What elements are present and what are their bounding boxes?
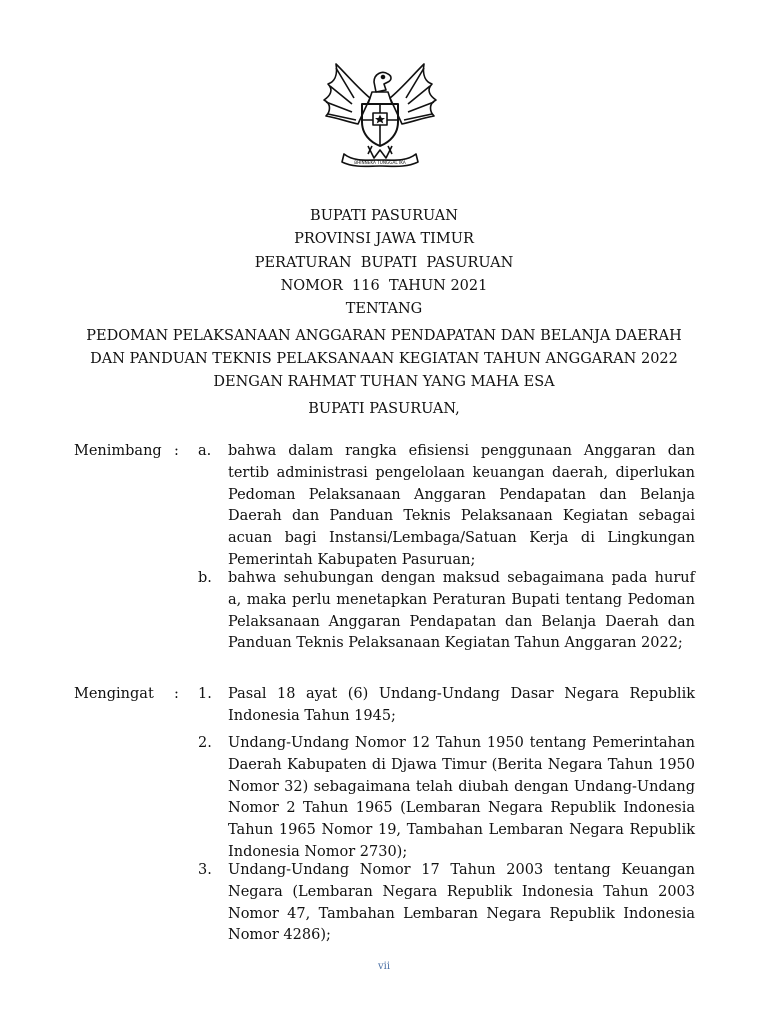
header-subject [0, 325, 768, 371]
header-tentang [0, 298, 768, 321]
item-marker: b. [198, 570, 212, 586]
section-colon: : [174, 686, 179, 702]
header-regent [0, 398, 768, 421]
header-line-province: PROVINSI JAWA TIMUR [294, 231, 474, 247]
header-line-subject-1: PEDOMAN PELAKSANAAN ANGGARAN PENDAPATAN DAN BELANJA DAERAH [86, 328, 682, 344]
header-line-bupati: BUPATI PASURUAN [310, 208, 458, 224]
garuda-emblem [318, 58, 442, 170]
header-line-subject-2: DAN PANDUAN TEKNIS PELAKSANAAN KEGIATAN TAHUN ANGGARAN 2022 [90, 351, 678, 367]
svg-text:BHINNEKA TUNGGAL IKA: BHINNEKA TUNGGAL IKA [354, 160, 406, 166]
header-blessing [0, 371, 768, 394]
item-marker: 1. [198, 686, 212, 702]
item-text: Pasal 18 ayat (6) Undang-Undang Dasar Negara Republik Indonesia Tahun 1945; [228, 686, 695, 724]
item-marker: 2. [198, 735, 212, 751]
item-text: Undang-Undang Nomor 17 Tahun 2003 tentang Keuangan Negara (Lembaran Negara Republik Indonesia Tahun 2003 Nomor 47, Tambahan Lembaran Negara Republik Indonesia Nomor 4286); [228, 862, 695, 944]
header-line-regent: BUPATI PASURUAN, [308, 401, 460, 417]
header-line-blessing: DENGAN RAHMAT TUHAN YANG MAHA ESA [213, 374, 555, 390]
item-text: bahwa sehubungan dengan maksud sebagaimana pada huruf a, maka perlu menetapkan Peraturan Bupati tentang Pedoman Pelaksanaan Anggaran Pendapatan dan Belanja Daerah dan Panduan Teknis Pelaksanaan Kegiatan Tahun Anggaran 2022; [228, 570, 695, 652]
section-label-mengingat: Mengingat [74, 686, 154, 702]
item-text: Undang-Undang Nomor 12 Tahun 1950 tentang Pemerintahan Daerah Kabupaten di Djawa Timur (Berita Negara Tahun 1950 Nomor 32) sebagaimana telah diubah dengan Undang-Undang Nomor 2 Tahun 1965 (Lembaran Negara Republik Indonesia Tahun 1965 Nomor 19, Tambahan Lembaran Negara Republik Indonesia Nomor 2730); [228, 735, 695, 860]
section-label-menimbang: Menimbang [74, 443, 162, 459]
item-text: bahwa dalam rangka efisiensi penggunaan Anggaran dan tertib administrasi pengelolaan keuangan daerah, diperlukan Pedoman Pelaksanaan Anggaran Pendapatan dan Belanja Daerah dan Panduan Teknis Pelaksanaan Kegiatan sebagai acuan bagi Instansi/Lembaga/Satuan Kerja di Lingkungan Pemerintah Kabupaten Pasuruan; [228, 443, 695, 568]
header-regulation [0, 252, 768, 298]
page-number: vii [377, 961, 391, 972]
item-marker: a. [198, 443, 212, 459]
header-line-number: NOMOR 116 TAHUN 2021 [280, 278, 488, 294]
header-line-regulation: PERATURAN BUPATI PASURUAN [254, 255, 514, 271]
header-authority [0, 205, 768, 251]
item-marker: 3. [198, 862, 212, 878]
header-line-tentang: TENTANG [345, 301, 423, 317]
section-colon: : [174, 443, 179, 459]
